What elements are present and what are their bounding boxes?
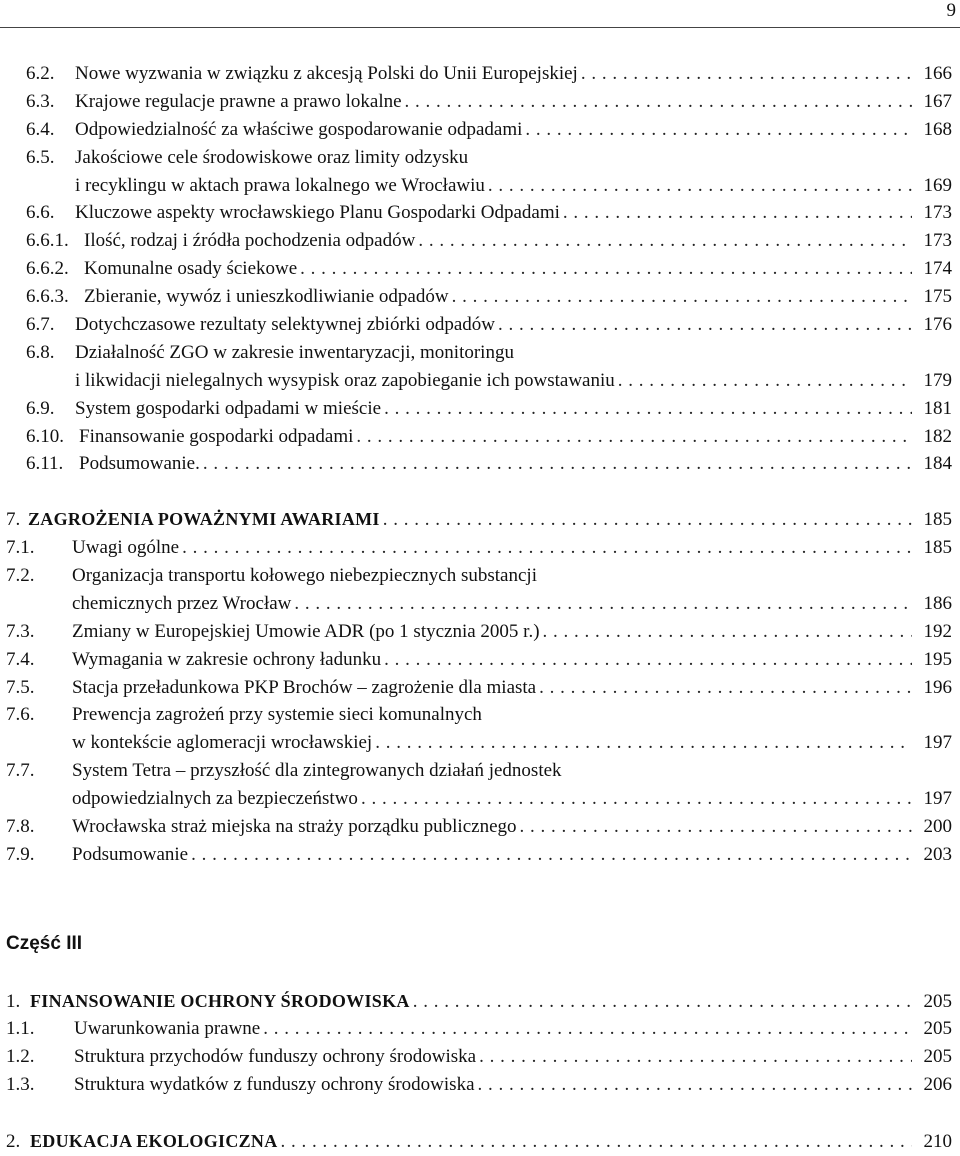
chapter-title: FINANSOWANIE OCHRONY ŚRODOWISKA	[30, 991, 410, 1011]
entry-title: Ilość, rodzaj i źródła pochodzenia odpadów	[84, 230, 416, 252]
entry-title: Struktura wydatków z funduszy ochrony środowiska	[74, 1073, 475, 1095]
toc-entry	[6, 618, 952, 646]
dot-leader	[520, 813, 912, 841]
dot-leader	[418, 227, 912, 255]
chapter-title: ZAGROŻENIA POWAŻNYMI AWARIAMI	[28, 509, 380, 530]
entry-page: 205	[923, 1017, 952, 1039]
entry-title: Działalność ZGO w zakresie inwentaryzacji, monitoringu	[75, 341, 514, 363]
section-education	[6, 1127, 952, 1155]
entry-title: Prewencja zagrożeń przy systemie sieci komunalnych	[72, 704, 482, 726]
entry-number: 6.6.2.	[26, 258, 69, 280]
toc-entry	[6, 646, 952, 674]
entry-title: Organizacja transportu kołowego niebezpiecznych substancji	[72, 565, 537, 587]
entry-title: System Tetra – przyszłość dla zintegrowanych działań jednostek	[72, 760, 562, 782]
entry-number: 7.7.	[6, 760, 35, 782]
dot-leader	[263, 1015, 912, 1043]
toc-entry	[26, 423, 952, 451]
toc-entry	[6, 562, 952, 590]
entry-title: Zbieranie, wywóz i unieszkodliwianie odpadów	[84, 286, 449, 308]
toc-entry	[26, 450, 952, 478]
entry-number: 6.9.	[26, 397, 55, 419]
toc-entry	[6, 757, 952, 785]
chapter-heading	[6, 506, 952, 534]
dot-leader	[361, 785, 912, 813]
entry-number: 6.7.	[26, 314, 55, 336]
header-rule	[0, 27, 960, 28]
toc-entry	[26, 144, 952, 172]
dot-leader	[563, 199, 912, 227]
entry-page: 166	[923, 63, 952, 84]
entry-number: 6.6.3.	[26, 286, 69, 308]
dot-leader	[405, 88, 912, 116]
dot-leader	[581, 60, 912, 88]
toc-entry-continuation	[26, 172, 952, 200]
dot-leader	[384, 646, 912, 674]
entry-page: 206	[923, 1073, 952, 1095]
entry-title: Podsumowanie	[72, 843, 189, 865]
dot-leader	[543, 618, 912, 646]
entry-number: 7.9.	[6, 843, 35, 865]
dot-leader	[383, 506, 912, 534]
entry-page: 196	[923, 676, 952, 698]
dot-leader	[525, 116, 912, 144]
dot-leader	[488, 172, 912, 200]
entry-page: 205	[923, 991, 952, 1012]
entry-number: 7.5.	[6, 676, 35, 698]
entry-number: 6.11.	[26, 453, 64, 475]
dot-leader	[384, 395, 912, 423]
entry-page: 168	[923, 118, 952, 140]
entry-page: 210	[923, 1131, 952, 1152]
entry-page: 167	[923, 90, 952, 112]
chapter-title: EDUKACJA EKOLOGICZNA	[30, 1131, 278, 1151]
entry-title: Stacja przeładunkowa PKP Brochów – zagrożenie dla miasta	[72, 676, 537, 698]
entry-number: 6.8.	[26, 341, 55, 363]
entry-page: 176	[923, 314, 952, 336]
entry-title: Struktura przychodów funduszy ochrony środowiska	[74, 1045, 477, 1067]
entry-number: 6.6.1.	[26, 230, 69, 252]
chapter-number: 1.	[6, 991, 21, 1012]
entry-title: Uwagi ogólne	[72, 537, 180, 559]
entry-number: 7.6.	[6, 704, 35, 726]
toc-entry	[6, 701, 952, 729]
entry-page: 175	[923, 286, 952, 308]
entry-title: Kluczowe aspekty wrocławskiego Planu Gospodarki Odpadami	[75, 202, 560, 224]
entry-number: 6.5.	[26, 146, 55, 168]
toc-entry	[26, 116, 952, 144]
dot-leader	[191, 841, 912, 869]
toc-entry	[26, 283, 952, 311]
toc-entry	[26, 255, 952, 283]
toc-entry	[6, 674, 952, 702]
entry-title: Uwarunkowania prawne	[74, 1017, 261, 1039]
entry-page: 197	[923, 732, 952, 754]
toc-entry-continuation	[6, 729, 952, 757]
entry-page: 197	[923, 788, 952, 810]
entry-page: 173	[923, 202, 952, 224]
entry-page: 181	[923, 397, 952, 419]
entry-number: 1.1.	[6, 1017, 35, 1039]
toc-entry	[6, 841, 952, 869]
toc-entry	[26, 60, 952, 88]
entry-title: Dotychczasowe rezultaty selektywnej zbiórki odpadów	[75, 314, 495, 336]
entry-title: Krajowe regulacje prawne a prawo lokalne	[75, 90, 402, 112]
entry-page: 200	[923, 816, 952, 838]
part-title: Część III	[6, 933, 83, 954]
toc-entry	[6, 1043, 952, 1071]
entry-page: 195	[923, 648, 952, 670]
entry-number: 7.3.	[6, 620, 35, 642]
dot-leader	[498, 311, 912, 339]
entry-page: 192	[923, 620, 952, 642]
spacer	[26, 478, 952, 506]
dot-leader	[182, 534, 912, 562]
entry-number: 7.2.	[6, 565, 35, 587]
entry-title: Podsumowanie.	[79, 453, 200, 475]
entry-page: 203	[923, 843, 952, 865]
entry-number: 1.2.	[6, 1045, 35, 1067]
toc-entry	[6, 1071, 952, 1099]
entry-number: 6.3.	[26, 90, 55, 112]
toc-entry	[26, 339, 952, 367]
entry-page: 179	[923, 369, 952, 391]
dot-leader	[618, 367, 912, 395]
entry-title: Finansowanie gospodarki odpadami	[79, 425, 354, 447]
dot-leader	[479, 1043, 912, 1071]
entry-title: Wymagania w zakresie ochrony ładunku	[72, 648, 382, 670]
dot-leader	[203, 450, 912, 478]
entry-number: 7.1.	[6, 537, 35, 559]
toc-entry	[6, 813, 952, 841]
entry-number: 6.4.	[26, 118, 55, 140]
dot-leader	[478, 1071, 912, 1099]
toc-entry	[26, 395, 952, 423]
entry-title: Odpowiedzialność za właściwe gospodarowanie odpadami	[75, 118, 523, 140]
entry-number: 6.6.	[26, 202, 55, 224]
entry-title: Komunalne osady ściekowe	[84, 258, 298, 280]
entry-page: 186	[923, 592, 952, 614]
chapter-heading	[6, 1127, 952, 1155]
toc-entry	[26, 199, 952, 227]
dot-leader	[375, 729, 912, 757]
entry-number: 7.4.	[6, 648, 35, 670]
dot-leader	[413, 988, 912, 1016]
table-of-contents	[6, 60, 952, 869]
entry-title: i likwidacji nielegalnych wysypisk oraz zapobieganie ich powstawaniu	[75, 369, 615, 391]
page-number: 9	[946, 0, 956, 21]
dot-leader	[539, 674, 912, 702]
dot-leader	[356, 423, 912, 451]
entry-number: 1.3.	[6, 1073, 35, 1095]
section-finance	[6, 987, 952, 1099]
entry-page: 184	[923, 453, 952, 475]
toc-entry	[26, 88, 952, 116]
entry-title: Jakościowe cele środowiskowe oraz limity odzysku	[75, 146, 469, 168]
entry-title: Wrocławska straż miejska na straży porządku publicznego	[72, 816, 517, 838]
dot-leader	[294, 590, 912, 618]
dot-leader	[452, 283, 912, 311]
entry-page: 182	[923, 425, 952, 447]
toc-entry	[26, 311, 952, 339]
entry-title: w kontekście aglomeracji wrocławskiej	[72, 732, 373, 754]
entry-number: 7.8.	[6, 816, 35, 838]
entry-page: 185	[923, 537, 952, 559]
toc-entry-continuation	[6, 590, 952, 618]
toc-entry	[6, 1015, 952, 1043]
entry-page: 173	[923, 230, 952, 252]
entry-title: Nowe wyzwania w związku z akcesją Polski do Unii Europejskiej	[75, 63, 578, 84]
entry-title: Zmiany w Europejskiej Umowie ADR (po 1 stycznia 2005 r.)	[72, 620, 540, 642]
toc-entry-continuation	[26, 367, 952, 395]
entry-page: 205	[923, 1045, 952, 1067]
toc-entry	[26, 227, 952, 255]
entry-number: 6.2.	[26, 63, 55, 84]
entry-title: i recyklingu w aktach prawa lokalnego we Wrocławiu	[75, 174, 485, 196]
entry-title: chemicznych przez Wrocław	[72, 592, 292, 614]
entry-title: odpowiedzialnych za bezpieczeństwo	[72, 788, 358, 810]
chapter-heading	[6, 987, 952, 1015]
dot-leader	[300, 255, 912, 283]
entry-number: 6.10.	[26, 425, 64, 447]
chapter-number: 2.	[6, 1131, 21, 1152]
entry-page: 174	[923, 258, 952, 280]
entry-title: System gospodarki odpadami w mieście	[75, 397, 382, 419]
entry-page: 169	[923, 174, 952, 196]
toc-entry	[6, 534, 952, 562]
toc-entry-continuation	[6, 785, 952, 813]
entry-page: 185	[923, 509, 952, 531]
chapter-number: 7.	[6, 509, 21, 531]
